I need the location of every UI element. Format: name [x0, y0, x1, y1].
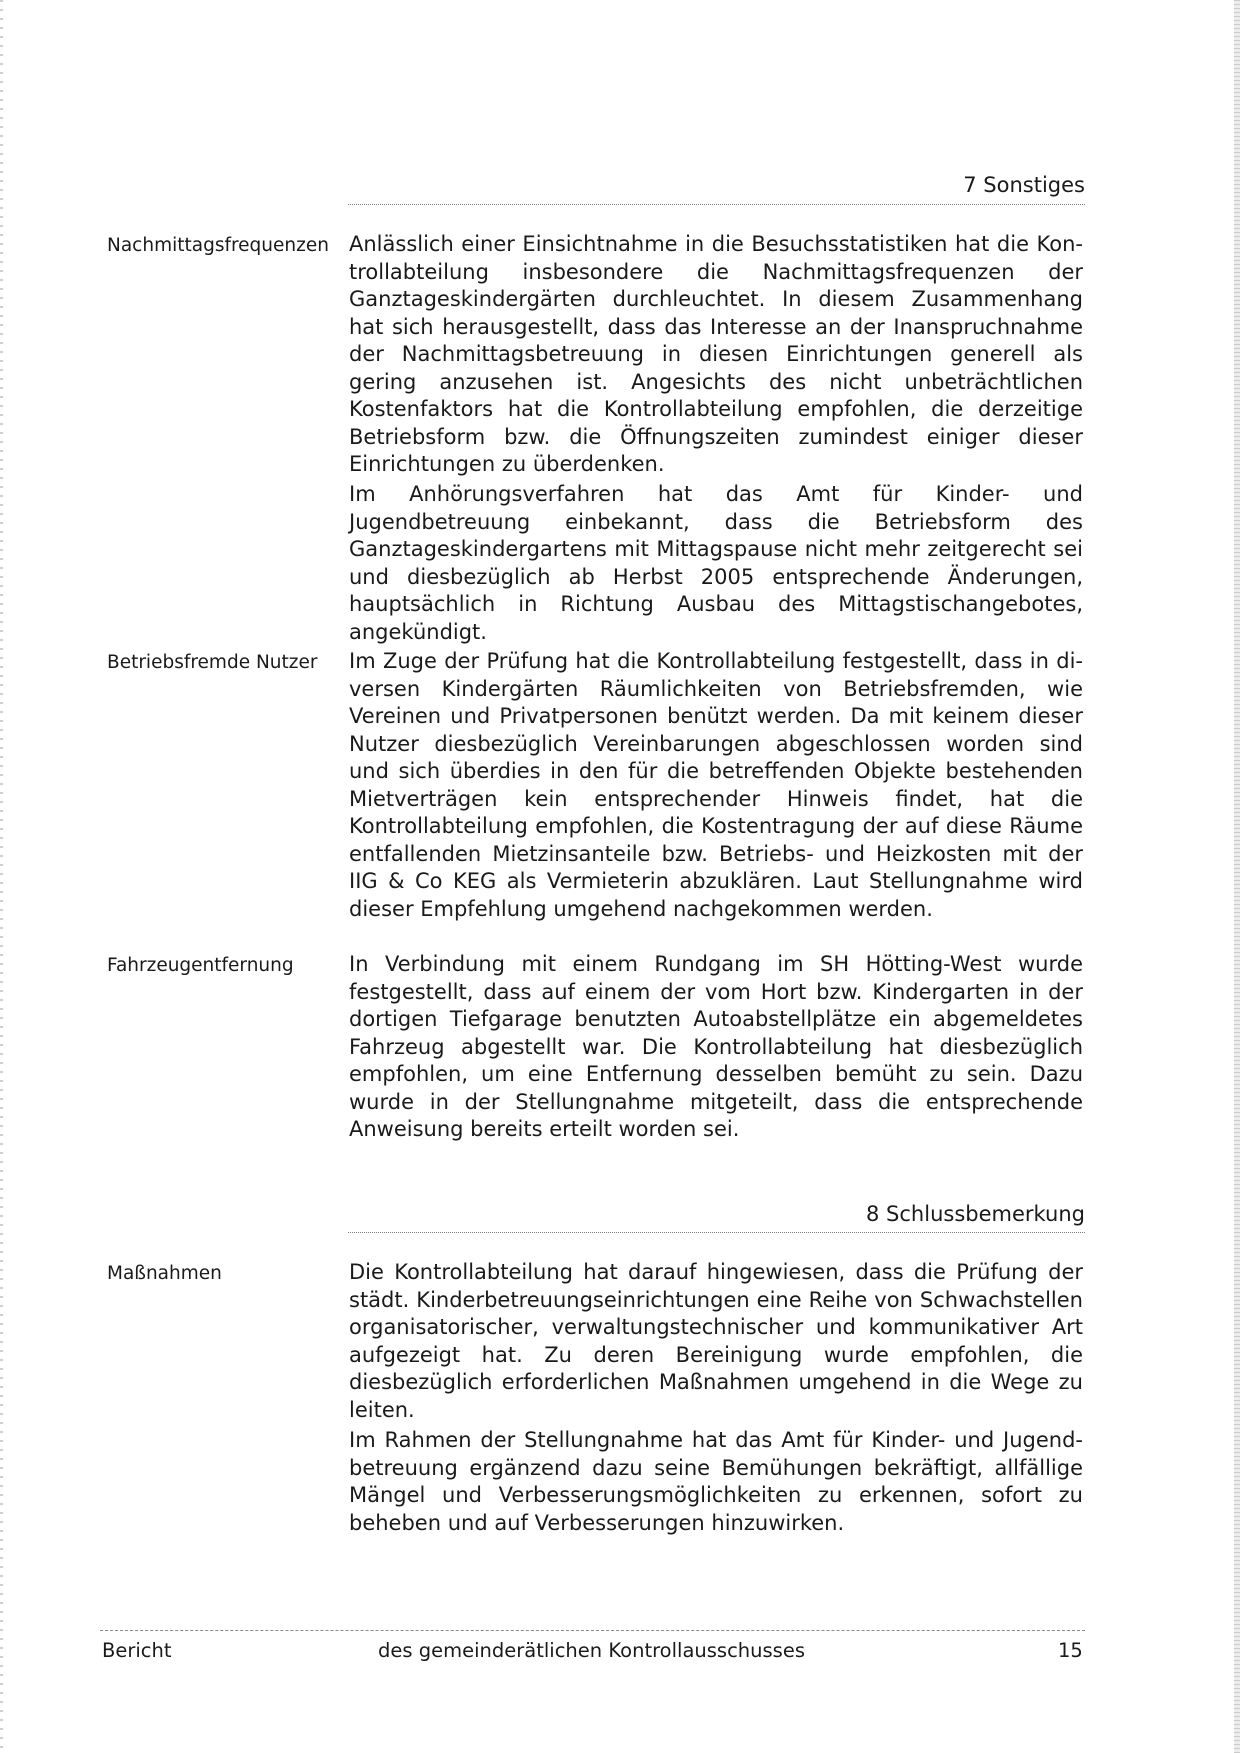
section-rule-schlussbemerkung	[348, 1232, 1085, 1233]
scan-edge-left	[0, 0, 3, 1753]
paragraph-nachmittagsfrequenzen-2: Im Anhörungsverfahren hat das Amt für Kinder- und Jugendbetreuung einbekannt, dass die Betriebsform des Ganztageskindergartens mit Mittagspause nicht mehr zeitgerecht sei und diesbezüglich ab Herbst 2005 entsprechende Änderungen, hauptsächlich in Richtung Ausbau des Mittagstischangebotes, angekündigt.	[349, 482, 1083, 644]
paragraph-fahrzeugentfernung: In Verbindung mit einem Rundgang im SH Hötting-West wurde festgestellt, dass auf einem der vom Hort bzw. Kindergarten in der dortigen Tiefgarage benutzten Autoabstellplätze ein abgemeldetes Fahrzeug abgestellt war. Die Kontrollabteilung hat diesbezüglich empfohlen, um eine Entfernung desselben bemüht zu sein. Dazu wurde in der Stellungnahme mitgeteilt, dass die entsprechende Anweisung bereits erteilt worden sei.	[349, 952, 1083, 1141]
paragraph-betriebsfremde-nutzer: Im Zuge der Prüfung hat die Kontrollabteilung festgestellt, dass in diversen Kindergärten Räumlichkeiten von Betriebsfremden, wie Vereinen und Privatpersonen benützt werden. Da mit keinem dieser Nutzer diesbezüglich Vereinbarungen abgeschlossen worden sind und sich überdies in den für die betreffenden Objekte bestehenden Mietverträgen kein entsprechender Hinweis findet, hat die Kontrollabteilung empfohlen, die Kostentragung der auf diese Räume entfallenden Mietzinsanteile bzw. Betriebs- und Heizkosten mit der IIG & Co KEG als Vermieterin abzuklären. Laut Stellungnahme wird dieser Empfehlung umgehend nachgekommen werden.	[349, 649, 1083, 921]
footer-rule	[100, 1630, 1085, 1631]
paragraph-massnahmen-1: Die Kontrollabteilung hat darauf hingewiesen, dass die Prüfung der städt. Kinderbetreuungseinrichtungen eine Reihe von Schwachstellen organisatorischer, verwaltungstechnischer und kommunikativer Art aufgezeigt hat. Zu deren Bereinigung wurde empfohlen, die diesbezüglich erforderlichen Maßnahmen umgehend in die Wege zu leiten.	[349, 1260, 1083, 1422]
side-label-nachmittagsfrequenzen: Nachmittagsfrequenzen	[107, 235, 329, 256]
footer-committee-label: des gemeinderätlichen Kontrollausschusses	[378, 1639, 805, 1662]
side-label-betriebsfremde-nutzer: Betriebsfremde Nutzer	[107, 652, 318, 673]
scan-edge-right	[1234, 0, 1240, 1753]
side-label-massnahmen: Maßnahmen	[107, 1263, 222, 1284]
page-number: 15	[1058, 1639, 1083, 1662]
side-label-fahrzeugentfernung: Fahrzeugentfernung	[107, 955, 294, 976]
paragraph-massnahmen-2: Im Rahmen der Stellungnahme hat das Amt für Kinder- und Jugendbetreuung ergänzend dazu seine Bemühungen bekräftigt, allfällige Mängel und Verbesserungsmöglichkeiten zu erkennen, sofort zu beheben und auf Verbesserungen hinzuwirken.	[349, 1428, 1083, 1535]
section-heading-schlussbemerkung: 8 Schlussbemerkung	[866, 1202, 1085, 1226]
section-rule-sonstiges	[348, 204, 1085, 205]
footer-report-label: Bericht	[102, 1639, 172, 1662]
section-heading-sonstiges: 7 Sonstiges	[963, 173, 1085, 197]
paragraph-nachmittagsfrequenzen-1: Anlässlich einer Einsichtnahme in die Besuchsstatistiken hat die Kontrollabteilung insbesondere die Nachmittagsfrequenzen der Ganztageskindergärten durchleuchtet. In diesem Zusammenhang hat sich herausgestellt, dass das Interesse an der Inanspruchnahme der Nachmittagsbetreuung in diesen Einrichtungen generell als gering anzusehen ist. Angesichts des nicht unbeträchtlichen Kostenfaktors hat die Kontrollabteilung empfohlen, die derzeitige Betriebsform bzw. die Öffnungszeiten zumindest einiger dieser Einrichtungen zu überdenken.	[349, 232, 1083, 476]
